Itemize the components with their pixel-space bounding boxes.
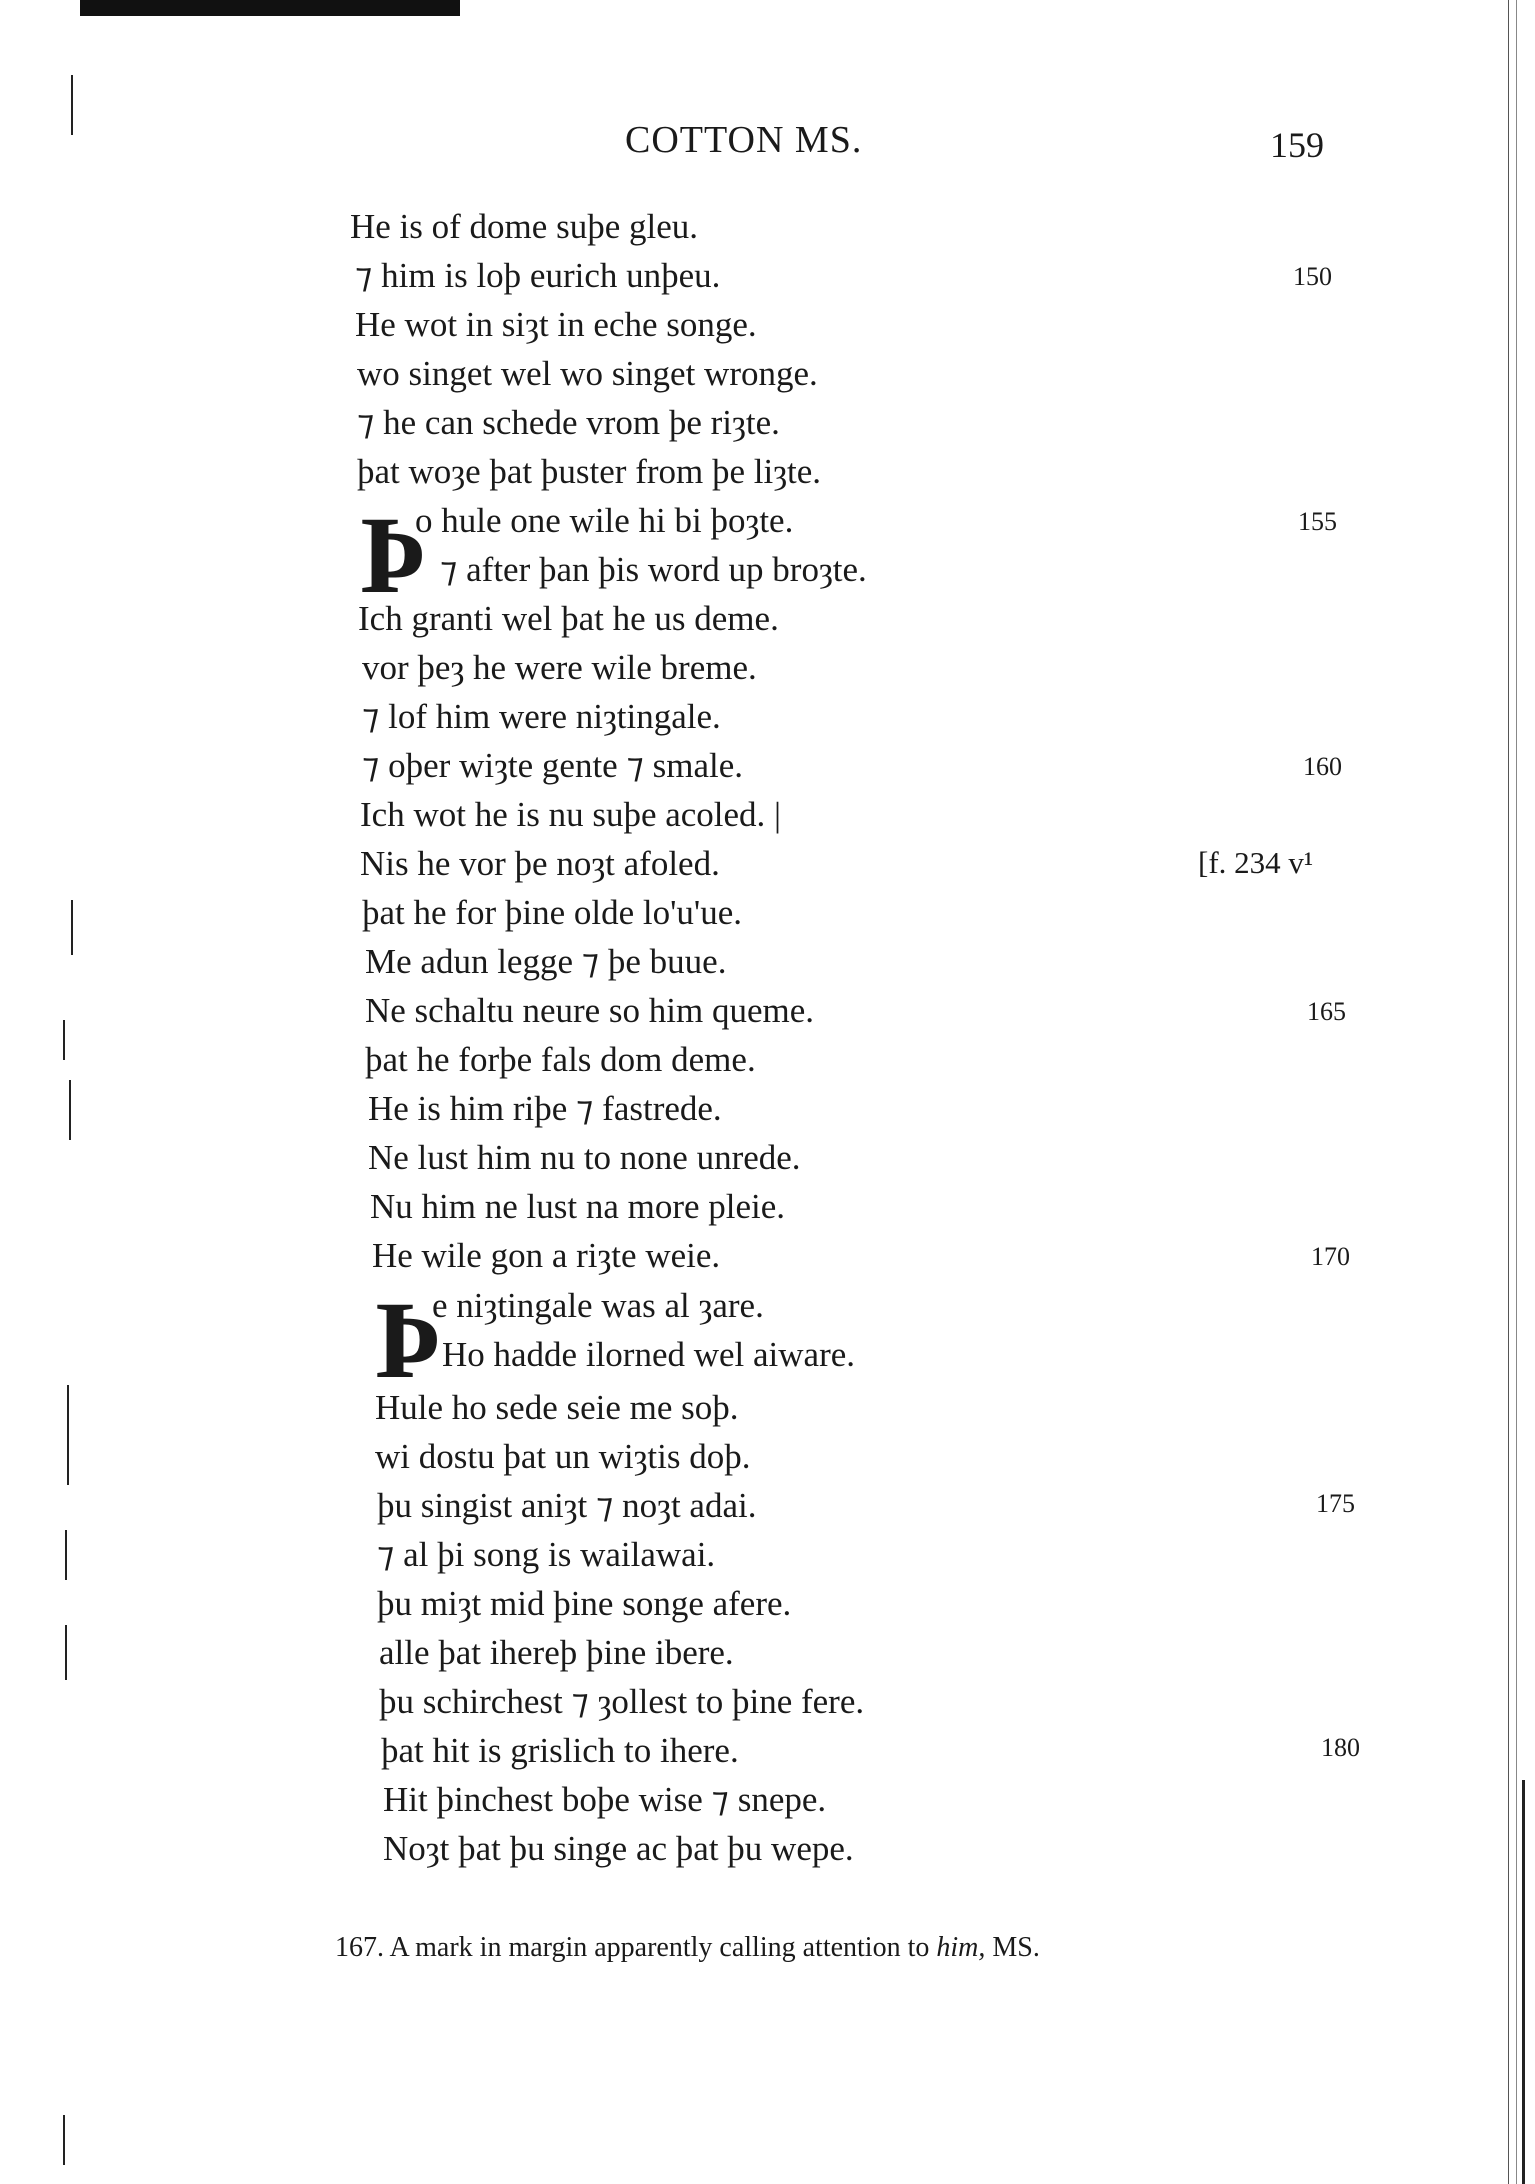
poem-line: Hule ho sede seie me soþ. — [375, 1388, 739, 1427]
poem-line: vor þeȝ he were wile breme. — [362, 648, 757, 687]
poem-line: o hule one wile hi bi þoȝte. — [415, 501, 794, 540]
line-number: 165 — [1307, 997, 1346, 1026]
line-number: 150 — [1293, 262, 1332, 291]
poem-line: He is him riþe ⁊ fastrede. — [368, 1089, 722, 1128]
poem-line: e niȝtingale was al ȝare. — [432, 1286, 764, 1325]
poem-line: Ne schaltu neure so him queme. — [365, 991, 815, 1030]
poem-line: He wile gon a riȝte weie. — [372, 1236, 721, 1275]
poem-line: þu singist aniȝt ⁊ noȝt adai. — [377, 1486, 757, 1525]
poem-line: ⁊ oþer wiȝte gente ⁊ smale. — [362, 746, 744, 785]
poem-line: Ho hadde ilorned wel aiware. — [442, 1335, 856, 1374]
line-number: 155 — [1298, 507, 1337, 536]
poem-line: þat woȝe þat þuster from þe liȝte. — [357, 452, 822, 491]
drop-cap: Þ — [375, 1279, 443, 1401]
poem-line: He is of dome suþe gleu. — [350, 207, 698, 246]
footnote — [335, 1932, 1040, 1964]
poem-line: ⁊ lof him were niȝtingale. — [362, 697, 721, 736]
poem-line: þu schirchest ⁊ ȝollest to þine fere. — [379, 1682, 865, 1721]
line-number: 180 — [1321, 1733, 1360, 1762]
poem-line: Ich wot he is nu suþe acoled. | — [360, 795, 782, 834]
footnote-text: 167. A mark in margin apparently calling attention to — [335, 1932, 937, 1963]
poem-line: þat hit is grislich to ihere. — [381, 1731, 739, 1770]
page-number: 159 — [1270, 125, 1324, 165]
poem-line: ⁊ al þi song is wailawai. — [377, 1535, 716, 1574]
poem-line: ⁊ after þan þis word up broȝte. — [440, 550, 867, 589]
poem-line: He wot in siȝt in eche songe. — [355, 305, 757, 344]
poem-line: ⁊ he can schede vrom þe riȝte. — [357, 403, 780, 442]
poem-line: wo singet wel wo singet wronge. — [357, 354, 818, 393]
poem-line: wi dostu þat un wiȝtis doþ. — [375, 1437, 751, 1476]
poem-line: Nis he vor þe noȝt afoled. — [360, 844, 720, 883]
margin-mark — [63, 2115, 65, 2165]
footnote-suffix: MS. — [985, 1932, 1040, 1963]
poem-line: ⁊ him is loþ eurich unþeu. — [355, 256, 721, 295]
poem-line: þat he forþe fals dom deme. — [365, 1040, 756, 1079]
poem-line: þu miȝt mid þine songe afere. — [377, 1584, 792, 1623]
poem-line: Ne lust him nu to none unrede. — [368, 1138, 801, 1177]
running-title: COTTON MS. — [625, 119, 863, 161]
folio-reference: [f. 234 v¹ — [1198, 845, 1314, 880]
poem-line: Noȝt þat þu singe ac þat þu wepe. — [383, 1829, 854, 1868]
line-number: 170 — [1311, 1242, 1350, 1271]
poem-line: alle þat ihereþ þine ibere. — [379, 1633, 734, 1672]
poem-line: Me adun legge ⁊ þe buue. — [365, 942, 727, 981]
drop-cap: Þ — [360, 494, 428, 616]
poem-line: Ich granti wel þat he us deme. — [358, 599, 779, 638]
line-number: 160 — [1303, 752, 1342, 781]
poem-line: Hit þinchest boþe wise ⁊ snepe. — [383, 1780, 827, 1819]
footnote-italic: him, — [936, 1932, 986, 1963]
poem-line: Nu him ne lust na more pleie. — [370, 1187, 786, 1226]
line-number: 175 — [1316, 1489, 1355, 1518]
poem-line: þat he for þine olde lo'u'ue. — [362, 893, 742, 932]
